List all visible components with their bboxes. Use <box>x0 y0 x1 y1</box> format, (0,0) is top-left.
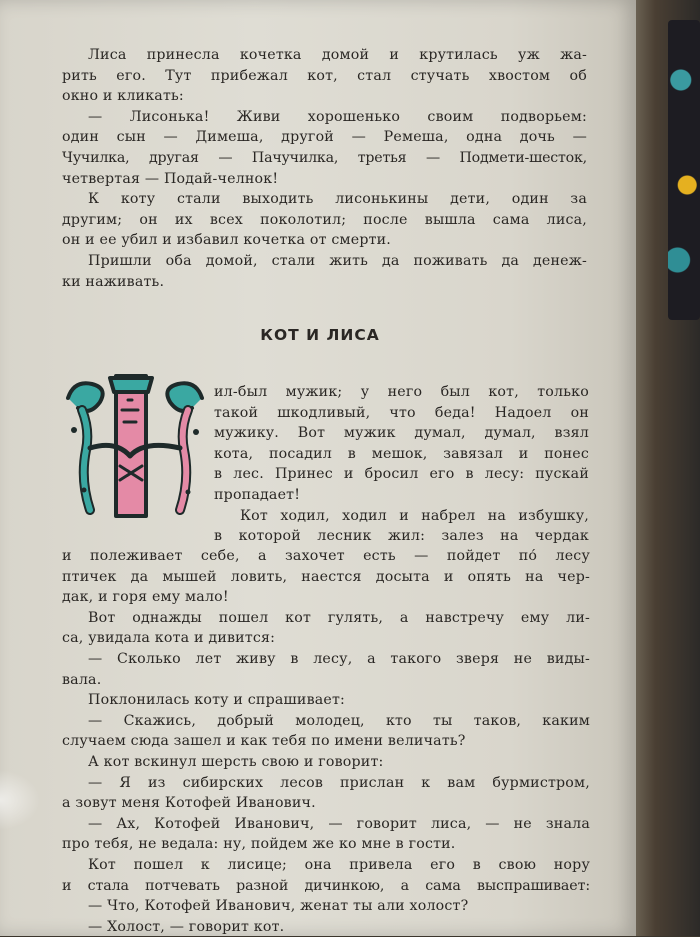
text-line: дак, и горя ему мало! <box>62 589 229 606</box>
text-line: — Ах, Котофей Иванович, — говорит лиса, — не знала <box>88 815 590 832</box>
text-line: рить его. Тут прибежал кот, стал стучать хвостом об <box>62 67 587 84</box>
text-line: Пришли оба домой, стали жить да поживать да денеж- <box>88 252 587 269</box>
text-line: он и ее убил и избавил кочетка от смерти. <box>62 232 392 249</box>
text-line: в лес. Принес и бросил его в лесу: пускай <box>214 466 589 483</box>
text-line: вала. <box>62 671 102 688</box>
text-line: Кот пошел к лисице; она привела его в свою нору <box>88 856 590 873</box>
text-line: — Сколько лет живу в лесу, а такого зверя не виды- <box>88 650 590 667</box>
text-line: Лиса принесла кочетка домой и крутилась уж жа- <box>88 47 587 63</box>
text-line: ил-был мужик; у него был кот, только <box>214 384 589 400</box>
text-line: птичек да мышей ловить, наестся досыта и опять на чер- <box>62 568 590 585</box>
text-line: са, увидала кота и дивится: <box>62 630 276 647</box>
story-opening-wrapped <box>214 382 589 547</box>
text-line: про тебя, не ведала: ну, пойдем же ко мне в гости. <box>62 836 456 853</box>
text-line: — Холост, — говорит кот. <box>88 918 285 935</box>
cover-illustration-strip <box>668 20 700 320</box>
text-line: Кот ходил, ходил и набрел на избушку, <box>240 507 589 524</box>
text-line: А кот вскинул шерсть свою и говорит: <box>88 753 384 770</box>
text-line: Вот однажды пошел кот гулять, а навстречу ему ли- <box>88 609 590 626</box>
text-line: другим; он их всех поколотил; после вышла сама лиса, <box>62 211 587 228</box>
story-body <box>62 546 590 937</box>
text-line: пропадает! <box>214 486 301 503</box>
text-line: и стала потчевать разной дичинкою, а сама выспрашивает: <box>62 877 590 894</box>
text-line: ки наживать. <box>62 273 165 290</box>
text-line: четвертая — Подай-челнок! <box>62 170 279 187</box>
text-line: а зовут меня Котофей Иванович. <box>62 795 316 812</box>
text-line: мужику. Вот мужик думал, думал, взял <box>214 425 589 442</box>
text-line: — Я из сибирских лесов прислан к вам бурмистром, <box>88 774 590 791</box>
story-title: КОТ И ЛИСА <box>260 326 380 344</box>
text-line: — Что, Котофей Иванович, женат ты али холост? <box>88 898 469 915</box>
text-line: кота, посадил в мешок, завязал и понес <box>214 445 589 462</box>
text-line: такой шкодливый, что беда! Надоел он <box>214 404 589 421</box>
text-line: Чучилка, другая — Пачучилка, третья — Подмети-шесток, <box>62 149 587 166</box>
light-glare <box>0 770 40 830</box>
text-line: окно и кликать: <box>62 88 184 105</box>
text-line: случаем сюда зашел и как тебя по имени величать? <box>62 733 466 750</box>
text-line: — Скажись, добрый молодец, кто ты таков, каким <box>88 712 590 729</box>
text-line: один сын — Димеша, другой — Ремеша, одна дочь — <box>62 129 587 146</box>
text-line: в которой лесник жил: залез на чердак <box>214 528 589 545</box>
text-line: — Лисонька! Живи хорошенько своим подворьем: <box>88 108 587 125</box>
text-line: и полеживает себе, а захочет есть — пойдет по́ лесу <box>62 548 590 564</box>
decorated-dropcap-letter <box>60 370 210 522</box>
text-line: Поклонилась коту и спрашивает: <box>88 692 346 709</box>
text-line: К коту стали выходить лисонькины дети, один за <box>88 191 587 208</box>
previous-tale-ending <box>62 45 587 292</box>
